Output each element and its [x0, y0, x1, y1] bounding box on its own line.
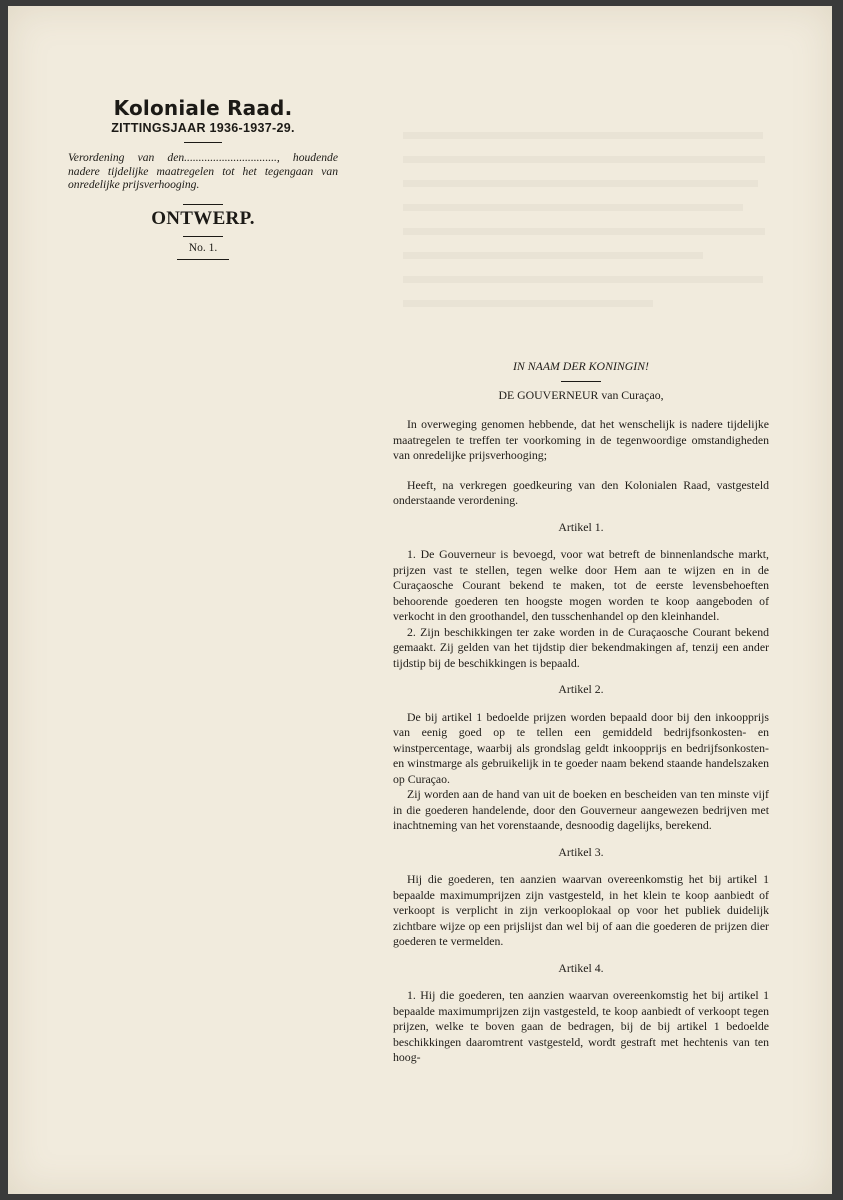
document-header	[68, 96, 338, 260]
ordinance-body	[393, 359, 769, 1066]
invocation: IN NAAM DER KONINGIN!	[513, 359, 649, 373]
divider	[183, 204, 223, 205]
ordinance-subject: Verordening van den................................, houdende nadere tijdelijke maatregelen tot het tegengaan van onredelijke prijsverhooging.	[68, 151, 338, 192]
governor-line: DE GOUVERNEUR van Curaçao,	[498, 387, 664, 402]
preamble: In overweging genomen hebbende, dat het wenschelijk is nadere tijdelijke maatregelen te treffen ter voorkoming in de tegenwoordige omstandigheden van onredelijke prijsverhooging;	[393, 417, 769, 462]
divider	[183, 236, 223, 237]
article-paragraph: 2. Zijn beschikkingen ter zake worden in de Curaçaosche Courant bekend gemaakt. Zij gelden van het tijdstip dier bekendmakingen af, tenzij een ander tijdstip bij de beschikkingen is bepaald.	[393, 624, 769, 670]
bleed-through-texture	[403, 124, 773, 374]
article-paragraph: De bij artikel 1 bedoelde prijzen worden bepaald door bij den inkoopprijs van eenig goed op te tellen een gemiddeld bedrijfsonkosten- en winstpercentage, waarbij als grondslag geldt inkoopprijs en bedrijfsonkosten- en winstmarge als gebruikelijk in te goeder naam bekend staande handelszaken op Curaçao.	[393, 709, 769, 786]
article-paragraph: 1. Hij die goederen, ten aanzien waarvan overeenkomstig het bij artikel 1 bepaalde maximumprijzen zijn vastgesteld, te koop aanbiedt of verkoopt tegen prijzen, welke te boven gaan de bedragen, bij de bij artikel 1 bedoelde beschikkingen daaromtrent vastgesteld, wordt gestraft met hechtenis van ten hoog-	[393, 988, 769, 1064]
divider	[177, 259, 229, 260]
council-title: Koloniale Raad.	[113, 96, 293, 120]
session-year: ZITTINGSJAAR 1936-1937-29.	[111, 121, 295, 135]
article-paragraph: Hij die goederen, ten aanzien waarvan overeenkomstig het bij artikel 1 bepaalde maximumprijzen zijn vastgesteld, in het klein te koop aanbiedt of verkoopt is verplicht in zijn verkooplokaal op voor het publiek duidelijk zichtbare wijze op een prijslijst dan wel bij of aan die goederen de prijzen dier goederen te vermelden.	[393, 872, 769, 948]
article-heading: Artikel 2.	[558, 682, 604, 696]
article-paragraph: Zij worden aan de hand van uit de boeken en bescheiden van ten minste vijf in die goederen handelende, door den Gouverneur aangewezen bedrijven met inachtneming van het vorenstaande, desnoodig dagelijks, berekend.	[393, 787, 769, 832]
document-page	[8, 6, 832, 1194]
draft-label: ONTWERP.	[151, 207, 255, 229]
article-heading: Artikel 3.	[558, 844, 604, 859]
article-heading: Artikel 1.	[558, 519, 604, 534]
document-number: No. 1.	[188, 241, 218, 254]
article-paragraph: 1. De Gouverneur is bevoegd, voor wat betreft de binnenlandsche markt, prijzen vast te stellen, tegen welke door Hem aan te wijzen en in de Curaçaosche Courant bekend te maken, tot de eerste levensbehoeften behoorende goederen ten hoogste mogen worden te koop aangeboden of verkocht in den groothandel, den tusschenhandel op den kleinhandel.	[393, 547, 769, 623]
article-heading: Artikel 4.	[558, 960, 604, 975]
enactment-clause: Heeft, na verkregen goedkeuring van den Kolonialen Raad, vastgesteld onderstaande verordening.	[393, 477, 769, 507]
divider	[561, 381, 601, 382]
divider	[184, 142, 222, 143]
